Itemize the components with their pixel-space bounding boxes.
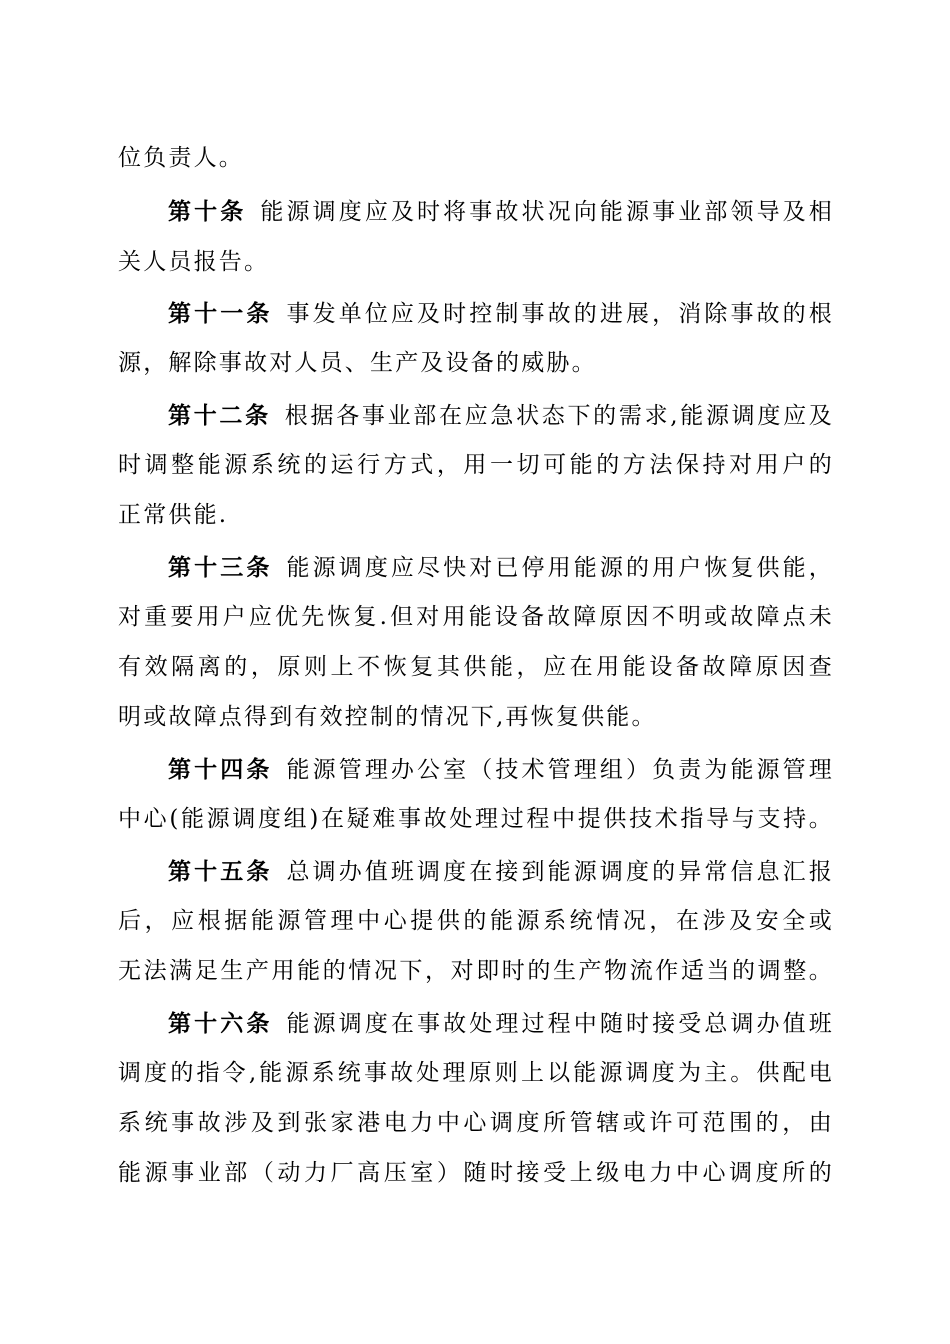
text-line xyxy=(118,647,834,687)
article-heading: 第十二条 xyxy=(168,402,271,429)
paragraph-text: 后，应根据能源管理中心提供的能源系统情况，在涉及安全或 xyxy=(118,908,834,934)
article-11-first-line xyxy=(168,294,834,334)
paragraph-text: 能源调度应尽快对已停用能源的用户恢复供能， xyxy=(286,555,834,581)
paragraph-text: 系统事故涉及到张家港电力中心调度所管辖或许可范围的，由 xyxy=(118,1110,834,1136)
paragraph-text: 事发单位应及时控制事故的进展，消除事故的根 xyxy=(286,301,834,327)
paragraph-text: 对重要用户应优先恢复.但对用能设备故障原因不明或故障点未 xyxy=(118,604,834,630)
text-line xyxy=(118,901,834,941)
paragraph-text: 调度的指令,能源系统事故处理原则上以能源调度为主。供配电 xyxy=(118,1060,834,1086)
text-line xyxy=(118,343,834,383)
text-line xyxy=(118,1103,834,1143)
article-heading: 第十三条 xyxy=(168,554,273,581)
text-line xyxy=(118,1053,834,1093)
text-line xyxy=(118,495,834,535)
article-heading: 第十六条 xyxy=(168,1010,273,1037)
paragraph-text: 时调整能源系统的运行方式，用一切可能的方法保持对用户的 xyxy=(118,452,834,478)
article-heading: 第十五条 xyxy=(168,858,273,885)
paragraph-text: 关人员报告。 xyxy=(118,249,270,275)
paragraph-text: 总调办值班调度在接到能源调度的异常信息汇报 xyxy=(286,859,834,885)
article-16-first-line xyxy=(168,1004,834,1044)
text-line xyxy=(118,951,834,991)
paragraph-text: 源，解除事故对人员、生产及设备的威胁。 xyxy=(118,350,597,376)
paragraph-text: 位负责人。 xyxy=(118,145,244,171)
paragraph-text: 能源调度应及时将事故状况向能源事业部领导及相 xyxy=(260,199,834,225)
paragraph-text: 无法满足生产用能的情况下，对即时的生产物流作适当的调整。 xyxy=(118,958,834,984)
paragraph-text: 能源管理办公室（技术管理组）负责为能源管理 xyxy=(286,757,834,783)
text-line xyxy=(118,597,834,637)
paragraph-text: 能源调度在事故处理过程中随时接受总调办值班 xyxy=(286,1011,834,1037)
article-15-first-line xyxy=(168,852,834,892)
article-14-first-line xyxy=(168,750,834,790)
text-line xyxy=(118,445,834,485)
article-13-first-line xyxy=(168,548,834,588)
paragraph-text: 有效隔离的，原则上不恢复其供能，应在用能设备故障原因查 xyxy=(118,654,834,680)
article-heading: 第十一条 xyxy=(168,300,273,327)
text-line xyxy=(118,138,834,178)
paragraph-text: 正常供能. xyxy=(118,502,229,528)
text-line xyxy=(118,1153,834,1193)
text-line xyxy=(118,799,834,839)
text-line xyxy=(118,697,834,737)
article-heading: 第十条 xyxy=(168,198,247,225)
paragraph-text: 能源事业部（动力厂高压室）随时接受上级电力中心调度所的 xyxy=(118,1160,834,1186)
paragraph-text: 中心(能源调度组)在疑难事故处理过程中提供技术指导与支持。 xyxy=(118,806,834,832)
article-12-first-line xyxy=(168,396,834,436)
paragraph-text: 明或故障点得到有效控制的情况下,再恢复供能。 xyxy=(118,704,657,730)
paragraph-text: 根据各事业部在应急状态下的需求,能源调度应及 xyxy=(284,403,834,429)
article-heading: 第十四条 xyxy=(168,756,273,783)
text-line xyxy=(118,242,834,282)
article-10-first-line xyxy=(168,192,834,232)
